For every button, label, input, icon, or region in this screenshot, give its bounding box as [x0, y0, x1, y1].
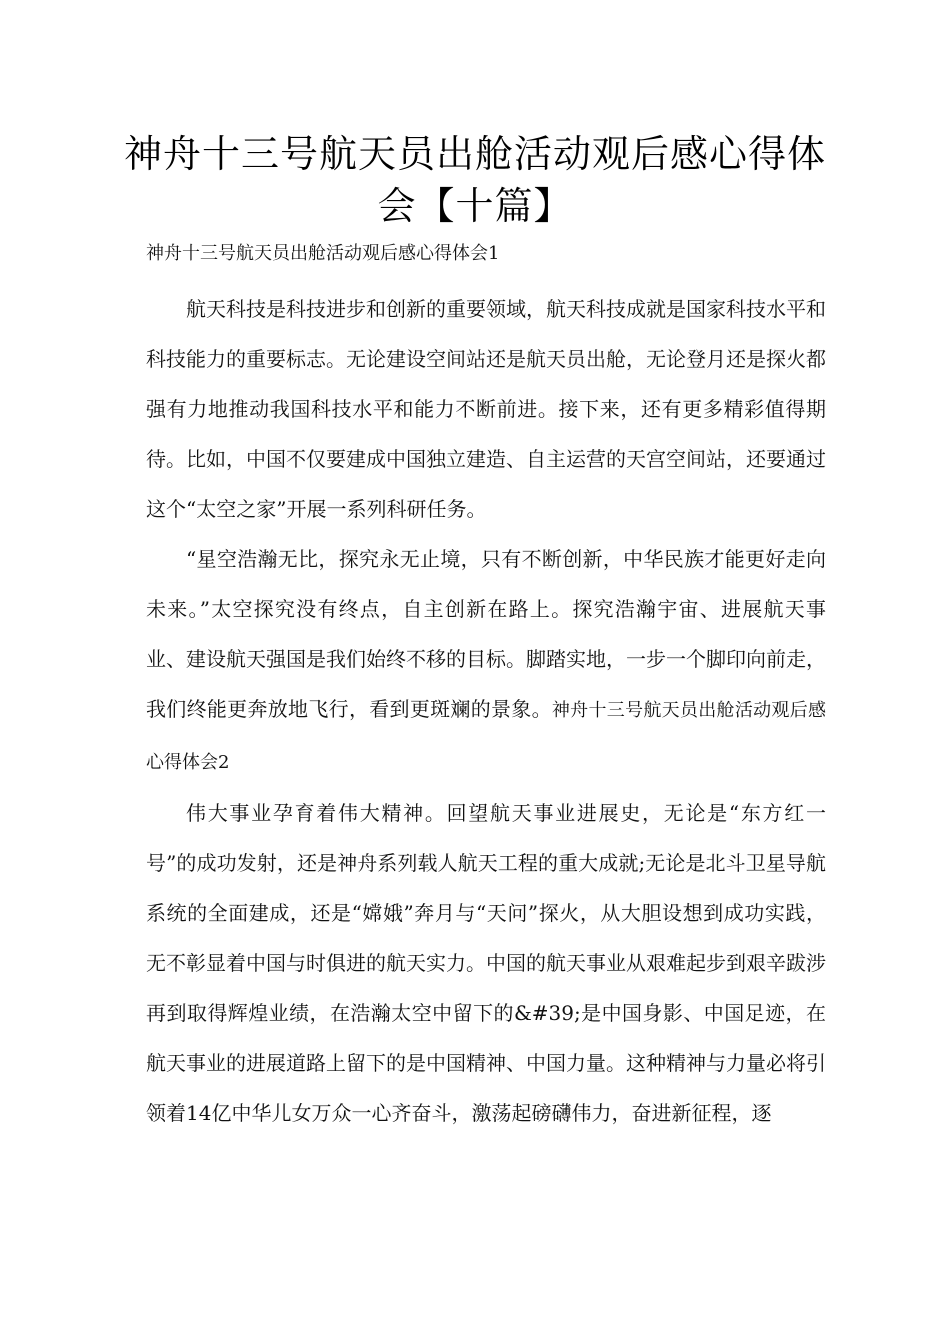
section-heading-2: 神舟十三号航天员出舱活动观后感心得体会2	[146, 700, 827, 773]
paragraph-2	[146, 534, 826, 788]
document-body	[146, 284, 826, 1138]
section-heading-1: 神舟十三号航天员出舱活动观后感心得体会1	[146, 243, 500, 264]
paragraph-2-text: “星空浩瀚无比，探究永无止境，只有不断创新，中华民族才能更好走向未来。”太空探究没有终点，自主创新在路上。探究浩瀚宇宙、进展航天事业、建设航天强国是我们始终不移的目标。脚踏实地，一步一个脚印向前走，我们终能更奔放地飞行，看到更斑斓的景象。	[146, 547, 826, 721]
paragraph-3: 伟大事业孕育着伟大精神。回望航天事业进展史，无论是“东方红一号”的成功发射，还是神舟系列载人航天工程的重大成就;无论是北斗卫星导航系统的全面建成，还是“嫦娥”奔月与“天问”探火，从大胆设想到成功实践，无不彰显着中国与时俱进的航天实力。中国的航天事业从艰难起步到艰辛跋涉再到取得辉煌业绩，在浩瀚太空中留下的&#39;是中国身影、中国足迹，在航天事业的进展道路上留下的是中国精神、中国力量。这种精神与力量必将引领着14亿中华儿女万众一心齐奋斗，激荡起磅礴伟力，奋进新征程，逐	[146, 801, 826, 1125]
document-title: 神舟十三号航天员出舱活动观后感心得体会【十篇】	[123, 132, 826, 228]
paragraph-1: 航天科技是科技进步和创新的重要领域，航天科技成就是国家科技水平和科技能力的重要标志。无论建设空间站还是航天员出舱，无论登月还是探火都强有力地推动我国科技水平和能力不断前进。接下来，还有更多精彩值得期待。比如，中国不仅要建成中国独立建造、自主运营的天宫空间站，还要通过这个“太空之家”开展一系列科研任务。	[146, 297, 826, 521]
